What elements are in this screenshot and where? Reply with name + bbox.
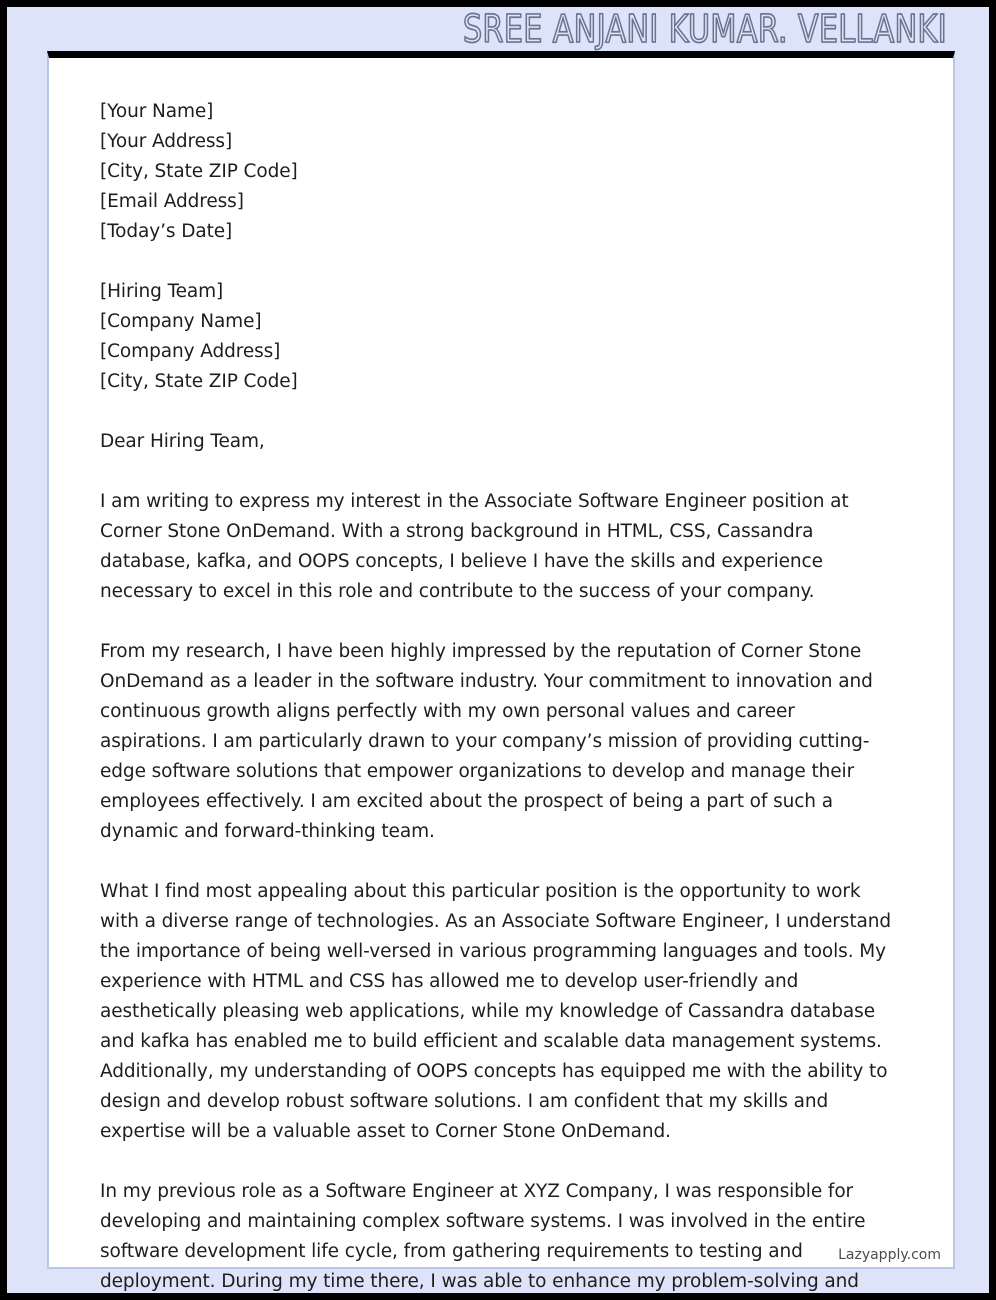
sender-line: [Your Name] <box>100 101 214 122</box>
recipient-line: [Company Address] <box>100 341 281 362</box>
recipient-line: [Hiring Team] <box>100 281 224 302</box>
letter-paragraph: I am writing to express my interest in the Associate Software Engineer position at Corner Stone OnDemand. With a strong background in HTML, CSS, Cassandra database, kafka, and OOPS concepts, I believe I have the skills and experience necessary to excel in this role and contribute to the success of your company. <box>100 491 849 602</box>
letter-paragraph: In my previous role as a Software Engineer at XYZ Company, I was responsible for developing and maintaining complex software systems. I was involved in the entire software development life cycle, from gathering requirements to testing and deployment. During my time there, I was able to enhance my problem-solving and <box>100 1181 866 1292</box>
document-frame <box>7 7 989 1293</box>
sender-line: [Your Address] <box>100 131 233 152</box>
letter-paragraph: What I find most appealing about this particular position is the opportunity to work with a diverse range of technologies. As an Associate Software Engineer, I understand the importance of being well-versed in various programming languages and tools. My experience with HTML and CSS has allowed me to develop user-friendly and aesthetically pleasing web applications, while my knowledge of Cassandra database and kafka has enabled me to build efficient and scalable data management systems. Additionally, my understanding of OOPS concepts has equipped me with the ability to design and develop robust software solutions. I am confident that my skills and expertise will be a valuable asset to Corner Stone OnDemand. <box>100 881 891 1142</box>
sender-address-block <box>100 97 900 247</box>
sender-line: [City, State ZIP Code] <box>100 161 298 182</box>
letter-paragraph: From my research, I have been highly impressed by the reputation of Corner Stone OnDemand as a leader in the software industry. Your commitment to innovation and continuous growth aligns perfectly with my own personal values and career aspirations. I am particularly drawn to your company’s mission of providing cutting-edge software solutions that empower organizations to develop and manage their employees effectively. I am excited about the prospect of being a part of such a dynamic and forward-thinking team. <box>100 641 873 842</box>
recipient-line: [City, State ZIP Code] <box>100 371 298 392</box>
salutation: Dear Hiring Team, <box>100 431 265 452</box>
page-title: SREE ANJANI KUMAR. VELLANKI <box>462 7 947 51</box>
sender-line: [Today’s Date] <box>100 221 233 242</box>
recipient-line: [Company Name] <box>100 311 262 332</box>
recipient-address-block <box>100 277 900 397</box>
document-header <box>7 7 989 51</box>
sender-line: [Email Address] <box>100 191 244 212</box>
letter-body <box>100 97 900 1293</box>
letter-page <box>47 51 955 1292</box>
watermark-label: Lazyapply.com <box>838 1247 941 1263</box>
